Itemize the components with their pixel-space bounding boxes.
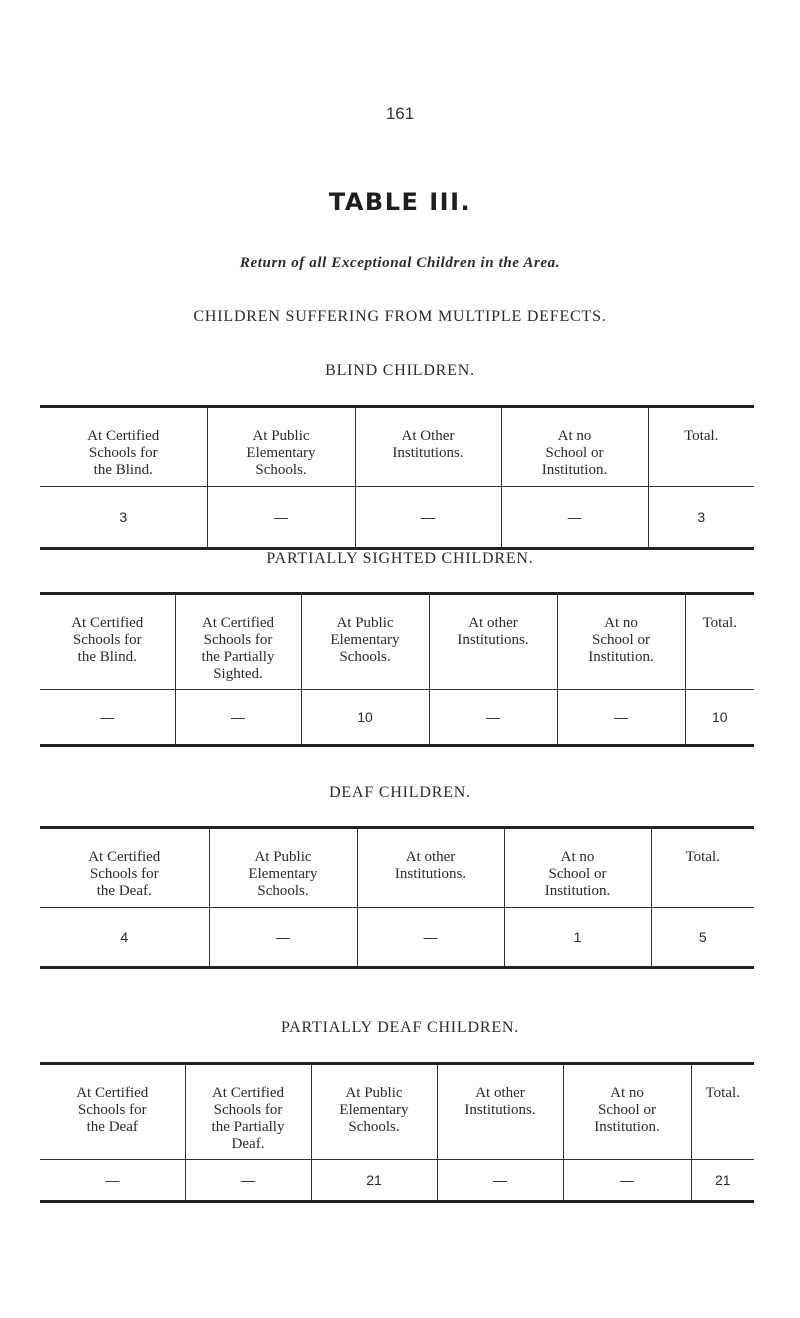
table-cell: 3 bbox=[119, 509, 128, 525]
column-header: At Certified Schools for the Partially Sighted. bbox=[175, 594, 301, 690]
column-header: At Certified Schools for the Blind. bbox=[40, 594, 175, 690]
column-header: At no School or Institution. bbox=[504, 828, 651, 908]
table-cell: — bbox=[175, 690, 301, 746]
table-cell: — bbox=[355, 487, 501, 549]
table-cell: — bbox=[207, 487, 355, 549]
column-header: At Certified Schools for the Blind. bbox=[40, 407, 207, 487]
table-cell: 5 bbox=[651, 908, 754, 968]
column-header: At other Institutions. bbox=[357, 828, 504, 908]
column-header: At Other Institutions. bbox=[355, 407, 501, 487]
partially-sighted-heading: PARTIALLY SIGHTED CHILDREN. bbox=[266, 550, 534, 567]
page-number: 161 bbox=[385, 104, 415, 123]
partially-sighted-table bbox=[40, 592, 754, 747]
column-header: At Certified Schools for the Deaf bbox=[40, 1064, 185, 1160]
column-header: At no School or Institution. bbox=[557, 594, 685, 690]
table-cell: 1 bbox=[504, 908, 651, 968]
column-header: Total. bbox=[648, 407, 754, 487]
table-cell: 10 bbox=[301, 690, 429, 746]
blind-children-table bbox=[40, 405, 754, 550]
column-header: Total. bbox=[691, 1064, 754, 1160]
table-cell: 4 bbox=[120, 929, 129, 945]
table-cell: 21 bbox=[311, 1160, 437, 1202]
column-header: At no School or Institution. bbox=[563, 1064, 691, 1160]
deaf-children-table bbox=[40, 826, 754, 969]
column-header: At Public Elementary Schools. bbox=[301, 594, 429, 690]
table-cell: — bbox=[501, 487, 648, 549]
table-cell: — bbox=[357, 908, 504, 968]
table-cell: — bbox=[105, 1172, 120, 1188]
blind-children-heading: BLIND CHILDREN. bbox=[325, 362, 475, 379]
deaf-children-heading: DEAF CHILDREN. bbox=[329, 784, 471, 801]
column-header: At Certified Schools for the Deaf. bbox=[40, 828, 209, 908]
column-header: At Public Elementary Schools. bbox=[207, 407, 355, 487]
table-subtitle: Return of all Exceptional Children in the Area. bbox=[239, 255, 561, 271]
table-cell: 3 bbox=[648, 487, 754, 549]
table-cell: 10 bbox=[685, 690, 754, 746]
column-header: Total. bbox=[685, 594, 754, 690]
column-header: Total. bbox=[651, 828, 754, 908]
table-cell: — bbox=[557, 690, 685, 746]
table-cell: — bbox=[429, 690, 557, 746]
column-header: At no School or Institution. bbox=[501, 407, 648, 487]
table-title: TABLE III. bbox=[328, 188, 472, 216]
partially-deaf-heading: PARTIALLY DEAF CHILDREN. bbox=[280, 1019, 520, 1036]
column-header: At Certified Schools for the Partially Deaf. bbox=[185, 1064, 311, 1160]
table-cell: — bbox=[437, 1160, 563, 1202]
table-cell: — bbox=[185, 1160, 311, 1202]
column-header: At other Institutions. bbox=[437, 1064, 563, 1160]
table-cell: — bbox=[563, 1160, 691, 1202]
column-header: At other Institutions. bbox=[429, 594, 557, 690]
table-cell: 21 bbox=[691, 1160, 754, 1202]
partially-deaf-table bbox=[40, 1062, 754, 1203]
table-cell: — bbox=[209, 908, 357, 968]
section-heading: CHILDREN SUFFERING FROM MULTIPLE DEFECTS. bbox=[193, 308, 607, 325]
table-cell: — bbox=[100, 709, 115, 725]
column-header: At Public Elementary Schools. bbox=[209, 828, 357, 908]
column-header: At Public Elementary Schools. bbox=[311, 1064, 437, 1160]
